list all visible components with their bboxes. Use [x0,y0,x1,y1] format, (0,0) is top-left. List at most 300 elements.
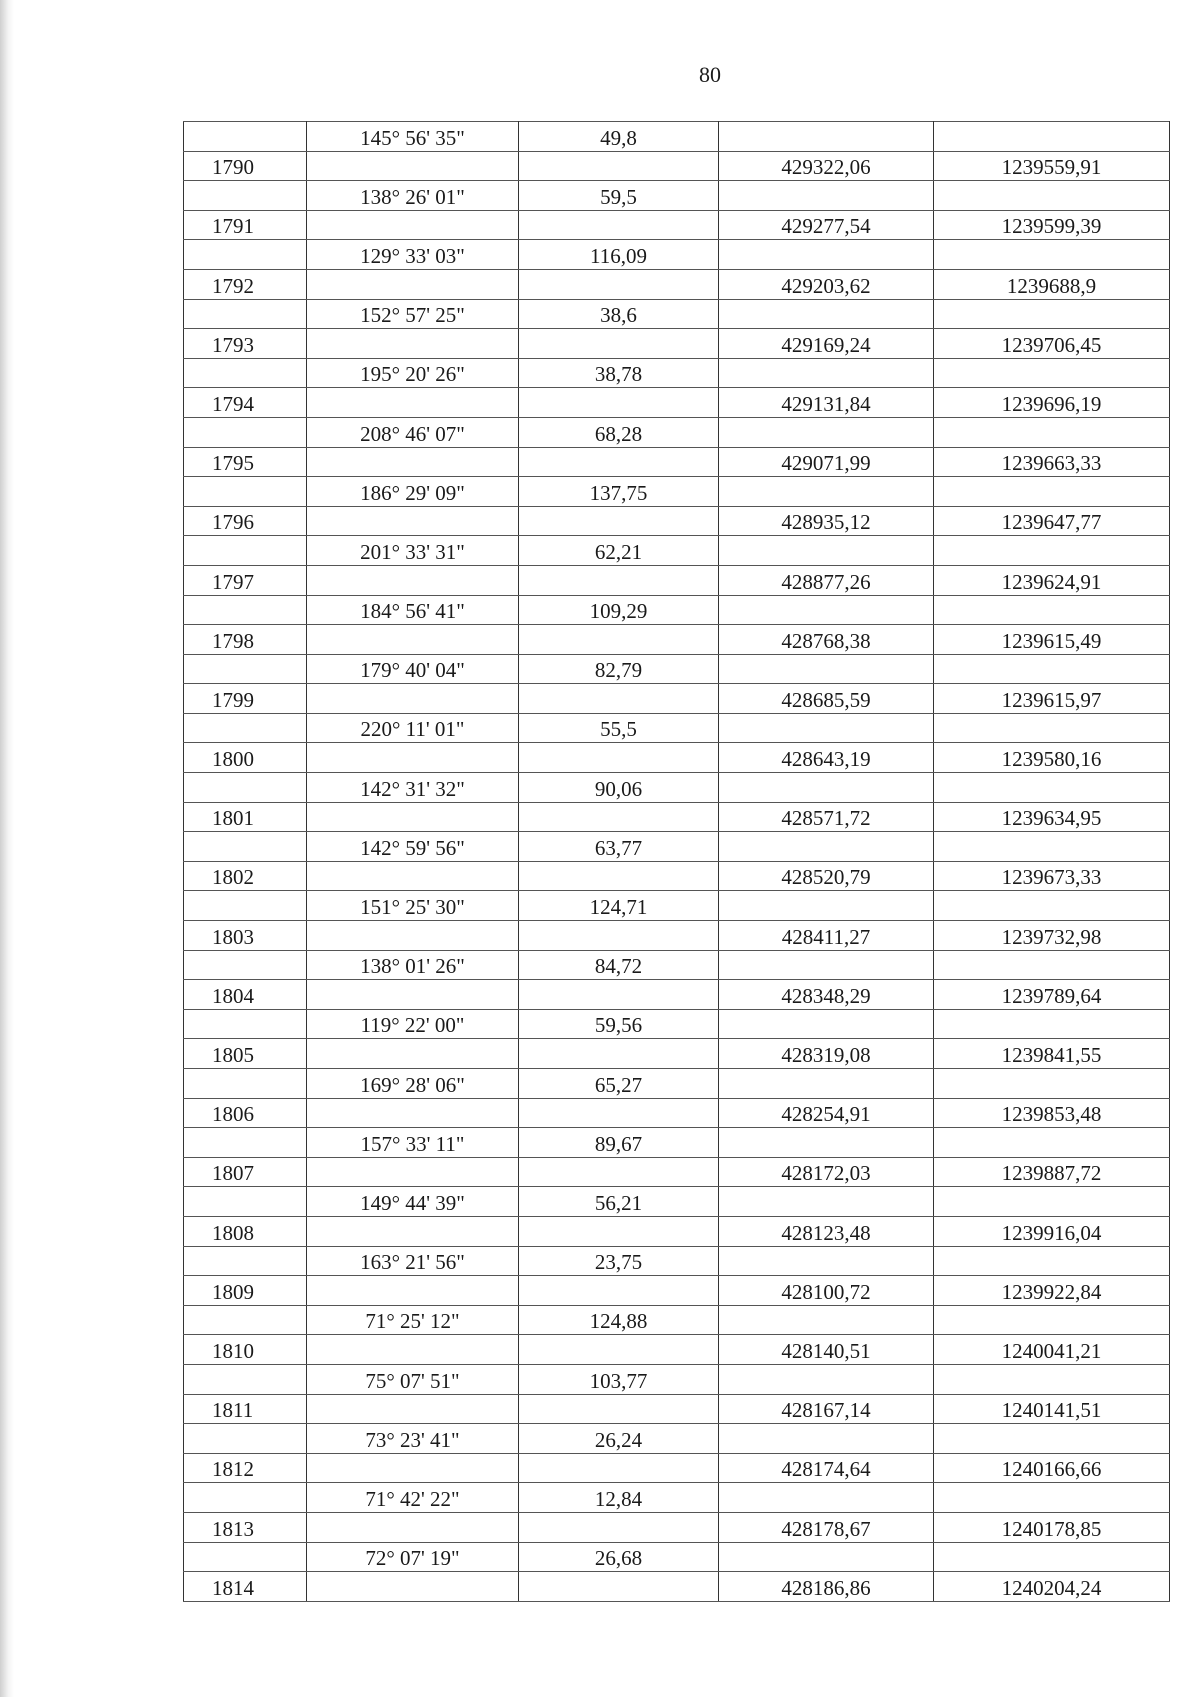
distance-cell: 55,5 [519,713,719,743]
segment-row [184,417,1170,447]
empty-cell [307,802,519,832]
segment-row [184,891,1170,921]
empty-cell [719,654,934,684]
empty-cell [934,299,1170,329]
point-number-cell: 1810 [184,1335,307,1365]
empty-cell [934,891,1170,921]
empty-cell [719,1364,934,1394]
angle-cell: 179° 40' 04" [307,654,519,684]
empty-cell [184,773,307,803]
point-number-cell: 1807 [184,1157,307,1187]
empty-cell [519,1216,719,1246]
empty-cell [307,151,519,181]
angle-cell: 186° 29' 09" [307,477,519,507]
empty-cell [719,1187,934,1217]
empty-cell [719,1009,934,1039]
empty-cell [934,1364,1170,1394]
coordinates-table [183,121,1170,1602]
point-row [184,269,1170,299]
segment-row [184,595,1170,625]
empty-cell [719,1128,934,1158]
empty-cell [519,388,719,418]
x-coordinate-cell: 428520,79 [719,861,934,891]
point-row [184,388,1170,418]
empty-cell [519,269,719,299]
angle-cell: 208° 46' 07" [307,417,519,447]
empty-cell [184,1009,307,1039]
point-number-cell: 1802 [184,861,307,891]
empty-cell [184,1542,307,1572]
empty-cell [719,891,934,921]
y-coordinate-cell: 1239624,91 [934,565,1170,595]
empty-cell [934,417,1170,447]
empty-cell [519,980,719,1010]
y-coordinate-cell: 1239559,91 [934,151,1170,181]
x-coordinate-cell: 428877,26 [719,565,934,595]
empty-cell [184,595,307,625]
point-number-cell: 1791 [184,210,307,240]
angle-cell: 157° 33' 11" [307,1128,519,1158]
angle-cell: 71° 42' 22" [307,1483,519,1513]
distance-cell: 90,06 [519,773,719,803]
point-number-cell: 1809 [184,1276,307,1306]
point-number-cell: 1803 [184,921,307,951]
empty-cell [184,240,307,270]
empty-cell [934,1305,1170,1335]
distance-cell: 59,5 [519,181,719,211]
empty-cell [934,477,1170,507]
empty-cell [184,1483,307,1513]
empty-cell [719,1424,934,1454]
angle-cell: 138° 01' 26" [307,950,519,980]
segment-row [184,950,1170,980]
y-coordinate-cell: 1240041,21 [934,1335,1170,1365]
angle-cell: 142° 31' 32" [307,773,519,803]
point-row [184,1157,1170,1187]
empty-cell [934,122,1170,152]
angle-cell: 73° 23' 41" [307,1424,519,1454]
distance-cell: 12,84 [519,1483,719,1513]
empty-cell [519,861,719,891]
segment-row [184,832,1170,862]
empty-cell [934,358,1170,388]
x-coordinate-cell: 428178,67 [719,1512,934,1542]
y-coordinate-cell: 1239663,33 [934,447,1170,477]
empty-cell [184,1128,307,1158]
angle-cell: 151° 25' 30" [307,891,519,921]
point-row [184,210,1170,240]
empty-cell [934,240,1170,270]
segment-row [184,122,1170,152]
empty-cell [519,506,719,536]
point-number-cell: 1793 [184,329,307,359]
empty-cell [307,1512,519,1542]
empty-cell [519,1157,719,1187]
angle-cell: 75° 07' 51" [307,1364,519,1394]
point-number-cell: 1804 [184,980,307,1010]
empty-cell [184,358,307,388]
angle-cell: 145° 56' 35" [307,122,519,152]
angle-cell: 129° 33' 03" [307,240,519,270]
x-coordinate-cell: 428348,29 [719,980,934,1010]
point-row [184,1394,1170,1424]
x-coordinate-cell: 429203,62 [719,269,934,299]
segment-row [184,654,1170,684]
point-number-cell: 1812 [184,1453,307,1483]
empty-cell [307,921,519,951]
empty-cell [719,713,934,743]
empty-cell [719,950,934,980]
point-number-cell: 1805 [184,1039,307,1069]
empty-cell [719,832,934,862]
empty-cell [719,1069,934,1099]
empty-cell [934,654,1170,684]
segment-row [184,1187,1170,1217]
point-row [184,802,1170,832]
point-row [184,1335,1170,1365]
empty-cell [184,1246,307,1276]
empty-cell [519,329,719,359]
empty-cell [719,358,934,388]
page-number: 80 [699,62,721,87]
distance-cell: 89,67 [519,1128,719,1158]
empty-cell [307,1098,519,1128]
point-row [184,743,1170,773]
point-row [184,921,1170,951]
empty-cell [184,1069,307,1099]
distance-cell: 56,21 [519,1187,719,1217]
empty-cell [519,1512,719,1542]
y-coordinate-cell: 1240178,85 [934,1512,1170,1542]
empty-cell [307,1335,519,1365]
empty-cell [934,181,1170,211]
distance-cell: 38,78 [519,358,719,388]
point-number-cell: 1813 [184,1512,307,1542]
point-number-cell: 1794 [184,388,307,418]
angle-cell: 142° 59' 56" [307,832,519,862]
empty-cell [519,1453,719,1483]
distance-cell: 124,88 [519,1305,719,1335]
y-coordinate-cell: 1239688,9 [934,269,1170,299]
empty-cell [719,773,934,803]
x-coordinate-cell: 429277,54 [719,210,934,240]
point-number-cell: 1808 [184,1216,307,1246]
point-row [184,1512,1170,1542]
empty-cell [934,1424,1170,1454]
y-coordinate-cell: 1239580,16 [934,743,1170,773]
angle-cell: 72° 07' 19" [307,1542,519,1572]
y-coordinate-cell: 1240204,24 [934,1572,1170,1602]
empty-cell [519,1276,719,1306]
angle-cell: 138° 26' 01" [307,181,519,211]
distance-cell: 38,6 [519,299,719,329]
empty-cell [307,447,519,477]
empty-cell [519,684,719,714]
segment-row [184,713,1170,743]
segment-row [184,1246,1170,1276]
segment-row [184,1542,1170,1572]
empty-cell [719,122,934,152]
empty-cell [934,1009,1170,1039]
point-row [184,861,1170,891]
angle-cell: 201° 33' 31" [307,536,519,566]
distance-cell: 26,24 [519,1424,719,1454]
distance-cell: 59,56 [519,1009,719,1039]
y-coordinate-cell: 1239922,84 [934,1276,1170,1306]
empty-cell [307,329,519,359]
empty-cell [519,743,719,773]
empty-cell [719,477,934,507]
empty-cell [719,181,934,211]
empty-cell [184,299,307,329]
empty-cell [934,1069,1170,1099]
y-coordinate-cell: 1239916,04 [934,1216,1170,1246]
empty-cell [184,1187,307,1217]
empty-cell [719,1305,934,1335]
empty-cell [184,654,307,684]
empty-cell [307,1453,519,1483]
x-coordinate-cell: 428571,72 [719,802,934,832]
distance-cell: 68,28 [519,417,719,447]
empty-cell [719,1542,934,1572]
empty-cell [307,388,519,418]
empty-cell [719,1483,934,1513]
point-row [184,565,1170,595]
empty-cell [934,1246,1170,1276]
empty-cell [519,1394,719,1424]
x-coordinate-cell: 428319,08 [719,1039,934,1069]
segment-row [184,1069,1170,1099]
angle-cell: 169° 28' 06" [307,1069,519,1099]
empty-cell [307,684,519,714]
point-row [184,684,1170,714]
empty-cell [307,506,519,536]
empty-cell [184,950,307,980]
distance-cell: 63,77 [519,832,719,862]
empty-cell [519,151,719,181]
segment-row [184,1364,1170,1394]
y-coordinate-cell: 1239841,55 [934,1039,1170,1069]
segment-row [184,773,1170,803]
x-coordinate-cell: 428186,86 [719,1572,934,1602]
distance-cell: 49,8 [519,122,719,152]
angle-cell: 149° 44' 39" [307,1187,519,1217]
empty-cell [184,181,307,211]
empty-cell [184,832,307,862]
point-number-cell: 1806 [184,1098,307,1128]
empty-cell [184,1424,307,1454]
y-coordinate-cell: 1239673,33 [934,861,1170,891]
empty-cell [307,1276,519,1306]
empty-cell [719,595,934,625]
distance-cell: 84,72 [519,950,719,980]
point-number-cell: 1799 [184,684,307,714]
empty-cell [519,802,719,832]
empty-cell [519,210,719,240]
empty-cell [719,299,934,329]
x-coordinate-cell: 429131,84 [719,388,934,418]
empty-cell [307,1039,519,1069]
x-coordinate-cell: 428167,14 [719,1394,934,1424]
angle-cell: 163° 21' 56" [307,1246,519,1276]
y-coordinate-cell: 1239599,39 [934,210,1170,240]
segment-row [184,1424,1170,1454]
empty-cell [184,417,307,447]
empty-cell [184,1364,307,1394]
empty-cell [934,950,1170,980]
point-number-cell: 1800 [184,743,307,773]
x-coordinate-cell: 428411,27 [719,921,934,951]
empty-cell [307,743,519,773]
empty-cell [184,536,307,566]
point-number-cell: 1790 [184,151,307,181]
segment-row [184,358,1170,388]
empty-cell [934,595,1170,625]
empty-cell [519,447,719,477]
point-row [184,1276,1170,1306]
empty-cell [519,921,719,951]
x-coordinate-cell: 428768,38 [719,625,934,655]
distance-cell: 82,79 [519,654,719,684]
point-number-cell: 1811 [184,1394,307,1424]
x-coordinate-cell: 428935,12 [719,506,934,536]
x-coordinate-cell: 428172,03 [719,1157,934,1187]
point-row [184,1572,1170,1602]
empty-cell [307,269,519,299]
point-row [184,625,1170,655]
x-coordinate-cell: 428254,91 [719,1098,934,1128]
scan-edge-shadow [0,0,14,1697]
point-number-cell: 1801 [184,802,307,832]
empty-cell [934,1128,1170,1158]
x-coordinate-cell: 429322,06 [719,151,934,181]
empty-cell [519,625,719,655]
y-coordinate-cell: 1239615,49 [934,625,1170,655]
point-row [184,506,1170,536]
x-coordinate-cell: 428100,72 [719,1276,934,1306]
empty-cell [934,773,1170,803]
point-row [184,151,1170,181]
empty-cell [934,713,1170,743]
x-coordinate-cell: 428643,19 [719,743,934,773]
distance-cell: 124,71 [519,891,719,921]
distance-cell: 62,21 [519,536,719,566]
distance-cell: 137,75 [519,477,719,507]
empty-cell [934,1187,1170,1217]
x-coordinate-cell: 429169,24 [719,329,934,359]
empty-cell [719,536,934,566]
distance-cell: 65,27 [519,1069,719,1099]
empty-cell [519,565,719,595]
coordinates-table-body [184,122,1170,1602]
point-number-cell: 1792 [184,269,307,299]
point-number-cell: 1796 [184,506,307,536]
distance-cell: 26,68 [519,1542,719,1572]
empty-cell [307,980,519,1010]
segment-row [184,181,1170,211]
segment-row [184,240,1170,270]
segment-row [184,299,1170,329]
segment-row [184,1483,1170,1513]
angle-cell: 152° 57' 25" [307,299,519,329]
point-row [184,1453,1170,1483]
y-coordinate-cell: 1239887,72 [934,1157,1170,1187]
angle-cell: 195° 20' 26" [307,358,519,388]
empty-cell [519,1039,719,1069]
empty-cell [519,1335,719,1365]
empty-cell [934,1483,1170,1513]
segment-row [184,1009,1170,1039]
empty-cell [307,1572,519,1602]
angle-cell: 119° 22' 00" [307,1009,519,1039]
y-coordinate-cell: 1239732,98 [934,921,1170,951]
empty-cell [719,240,934,270]
empty-cell [184,477,307,507]
empty-cell [307,565,519,595]
empty-cell [184,1305,307,1335]
y-coordinate-cell: 1239853,48 [934,1098,1170,1128]
empty-cell [307,861,519,891]
empty-cell [519,1572,719,1602]
empty-cell [307,1157,519,1187]
empty-cell [934,1542,1170,1572]
distance-cell: 103,77 [519,1364,719,1394]
angle-cell: 184° 56' 41" [307,595,519,625]
point-number-cell: 1814 [184,1572,307,1602]
empty-cell [184,891,307,921]
y-coordinate-cell: 1240166,66 [934,1453,1170,1483]
x-coordinate-cell: 428123,48 [719,1216,934,1246]
segment-row [184,1305,1170,1335]
point-row [184,1216,1170,1246]
empty-cell [307,1216,519,1246]
point-row [184,1098,1170,1128]
segment-row [184,477,1170,507]
point-number-cell: 1795 [184,447,307,477]
empty-cell [184,713,307,743]
point-row [184,980,1170,1010]
x-coordinate-cell: 428685,59 [719,684,934,714]
empty-cell [934,832,1170,862]
distance-cell: 23,75 [519,1246,719,1276]
y-coordinate-cell: 1240141,51 [934,1394,1170,1424]
y-coordinate-cell: 1239647,77 [934,506,1170,536]
empty-cell [307,1394,519,1424]
y-coordinate-cell: 1239706,45 [934,329,1170,359]
point-row [184,1039,1170,1069]
y-coordinate-cell: 1239634,95 [934,802,1170,832]
empty-cell [184,122,307,152]
x-coordinate-cell: 428174,64 [719,1453,934,1483]
empty-cell [719,1246,934,1276]
segment-row [184,536,1170,566]
point-row [184,329,1170,359]
point-row [184,447,1170,477]
angle-cell: 220° 11' 01" [307,713,519,743]
angle-cell: 71° 25' 12" [307,1305,519,1335]
distance-cell: 116,09 [519,240,719,270]
x-coordinate-cell: 428140,51 [719,1335,934,1365]
empty-cell [934,536,1170,566]
point-number-cell: 1797 [184,565,307,595]
y-coordinate-cell: 1239696,19 [934,388,1170,418]
point-number-cell: 1798 [184,625,307,655]
empty-cell [519,1098,719,1128]
y-coordinate-cell: 1239789,64 [934,980,1170,1010]
x-coordinate-cell: 429071,99 [719,447,934,477]
empty-cell [719,417,934,447]
empty-cell [307,210,519,240]
